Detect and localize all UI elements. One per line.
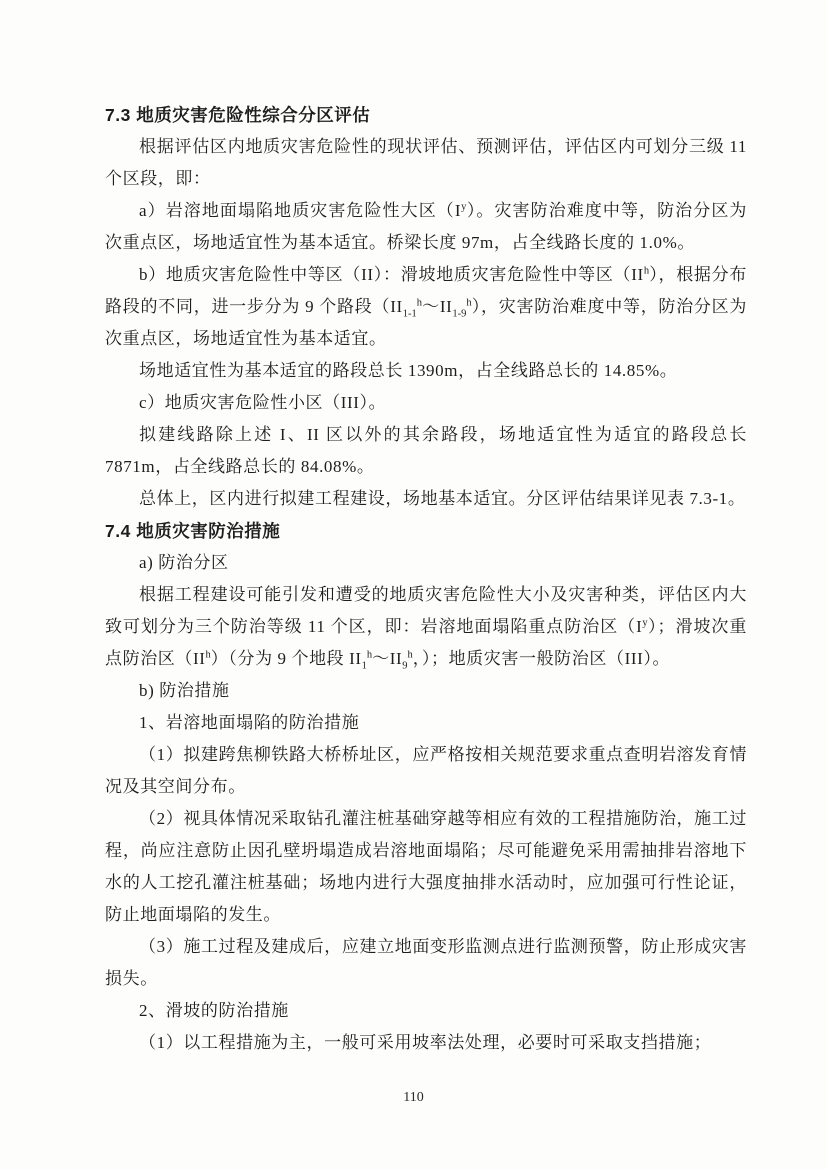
superscript: h	[416, 297, 422, 309]
subscript: 1	[361, 660, 367, 672]
subscript: 9	[402, 660, 408, 672]
paragraph: （1）拟建跨焦柳铁路大桥桥址区，应严格按相关规范要求重点查明岩溶发育情况及其空间分布。	[105, 745, 747, 796]
paragraph: 根据评估区内地质灾害危险性的现状评估、预测评估，评估区内可划分三级 11 个区段，即：	[105, 137, 747, 188]
paragraph: 1、岩溶地面塌陷的防治措施	[139, 713, 360, 732]
paragraph: 根据工程建设可能引发和遭受的地质灾害危险性大小及灾害种类，评估区内大致可划分为三个防治等级 11 个区，即：岩溶地面塌陷重点防治区$(I^y)$；滑坡次重点防治区$(II^h)$（分为 9 个地段 $II_1^h\sim II_9^h$，）；地质灾害一般防治区（III）。	[105, 585, 747, 672]
paragraph: （3）施工过程及建成后，应建立地面变形监测点进行监测预警，防止形成灾害损失。	[105, 937, 747, 988]
paragraph: 场地适宜性为基本适宜的路段总长 1390m，占全线路总长的 14.85%。	[139, 361, 678, 380]
section-heading: 7.4 地质灾害防治措施	[105, 521, 281, 541]
superscript: h	[366, 649, 373, 661]
superscript: h	[205, 649, 211, 661]
superscript: y	[642, 617, 648, 629]
superscript: y	[461, 201, 467, 213]
paragraph: a) 防治分区	[139, 553, 229, 572]
page-number: 110	[403, 1090, 424, 1105]
paragraph: （2）视具体情况采取钻孔灌注桩基础穿越等相应有效的工程措施防治，施工过程，尚应注意防止因孔壁坍塌造成岩溶地面塌陷；尽可能避免采用需抽排岩溶地下水的人工挖孔灌注桩基础；场地内进行大强度抽排水活动时，应加强可行性论证，防止地面塌陷的发生。	[105, 809, 747, 924]
paragraph: （1）以工程措施为主，一般可采用坡率法处理，必要时可采取支挡措施；	[139, 1033, 712, 1052]
superscript: h	[407, 649, 413, 661]
paragraph: b) 防治措施	[139, 681, 230, 700]
subscript: 1-9	[452, 308, 467, 320]
paragraph: c）地质灾害危险性小区（III）。	[139, 393, 387, 412]
paragraph: 拟建线路除上述 I、II 区以外的其余路段，场地适宜性为适宜的路段总长 7871m，占全线路总长的 84.08%。	[105, 425, 747, 476]
page-footer	[0, 1088, 827, 1108]
paragraph: 2、滑坡的防治措施	[139, 1001, 289, 1020]
section-heading: 7.3 地质灾害危险性综合分区评估	[105, 105, 371, 125]
superscript: h	[466, 297, 472, 309]
document-body	[105, 99, 747, 1059]
subscript: 1-1	[402, 308, 417, 320]
paragraph: b）地质灾害危险性中等区（II）：滑坡地质灾害危险性中等区$(II^h)$，根据分布路段的不同，进一步分为 9 个路段$(II_{1-1}^h\sim II_{1-9}^h)$，灾害防治难度中等，防治分区为次重点区，场地适宜性为基本适宜。	[105, 265, 748, 348]
superscript: h	[643, 265, 650, 277]
paragraph: a）岩溶地面塌陷地质灾害危险性大区$(I^y)$。灾害防治难度中等，防治分区为次重点区，场地适宜性为基本适宜。桥梁长度 97m，占全线路长度的 1.0%。	[105, 201, 747, 252]
paragraph: 总体上，区内进行拟建工程建设，场地基本适宜。分区评估结果详见表 7.3-1。	[139, 489, 746, 508]
